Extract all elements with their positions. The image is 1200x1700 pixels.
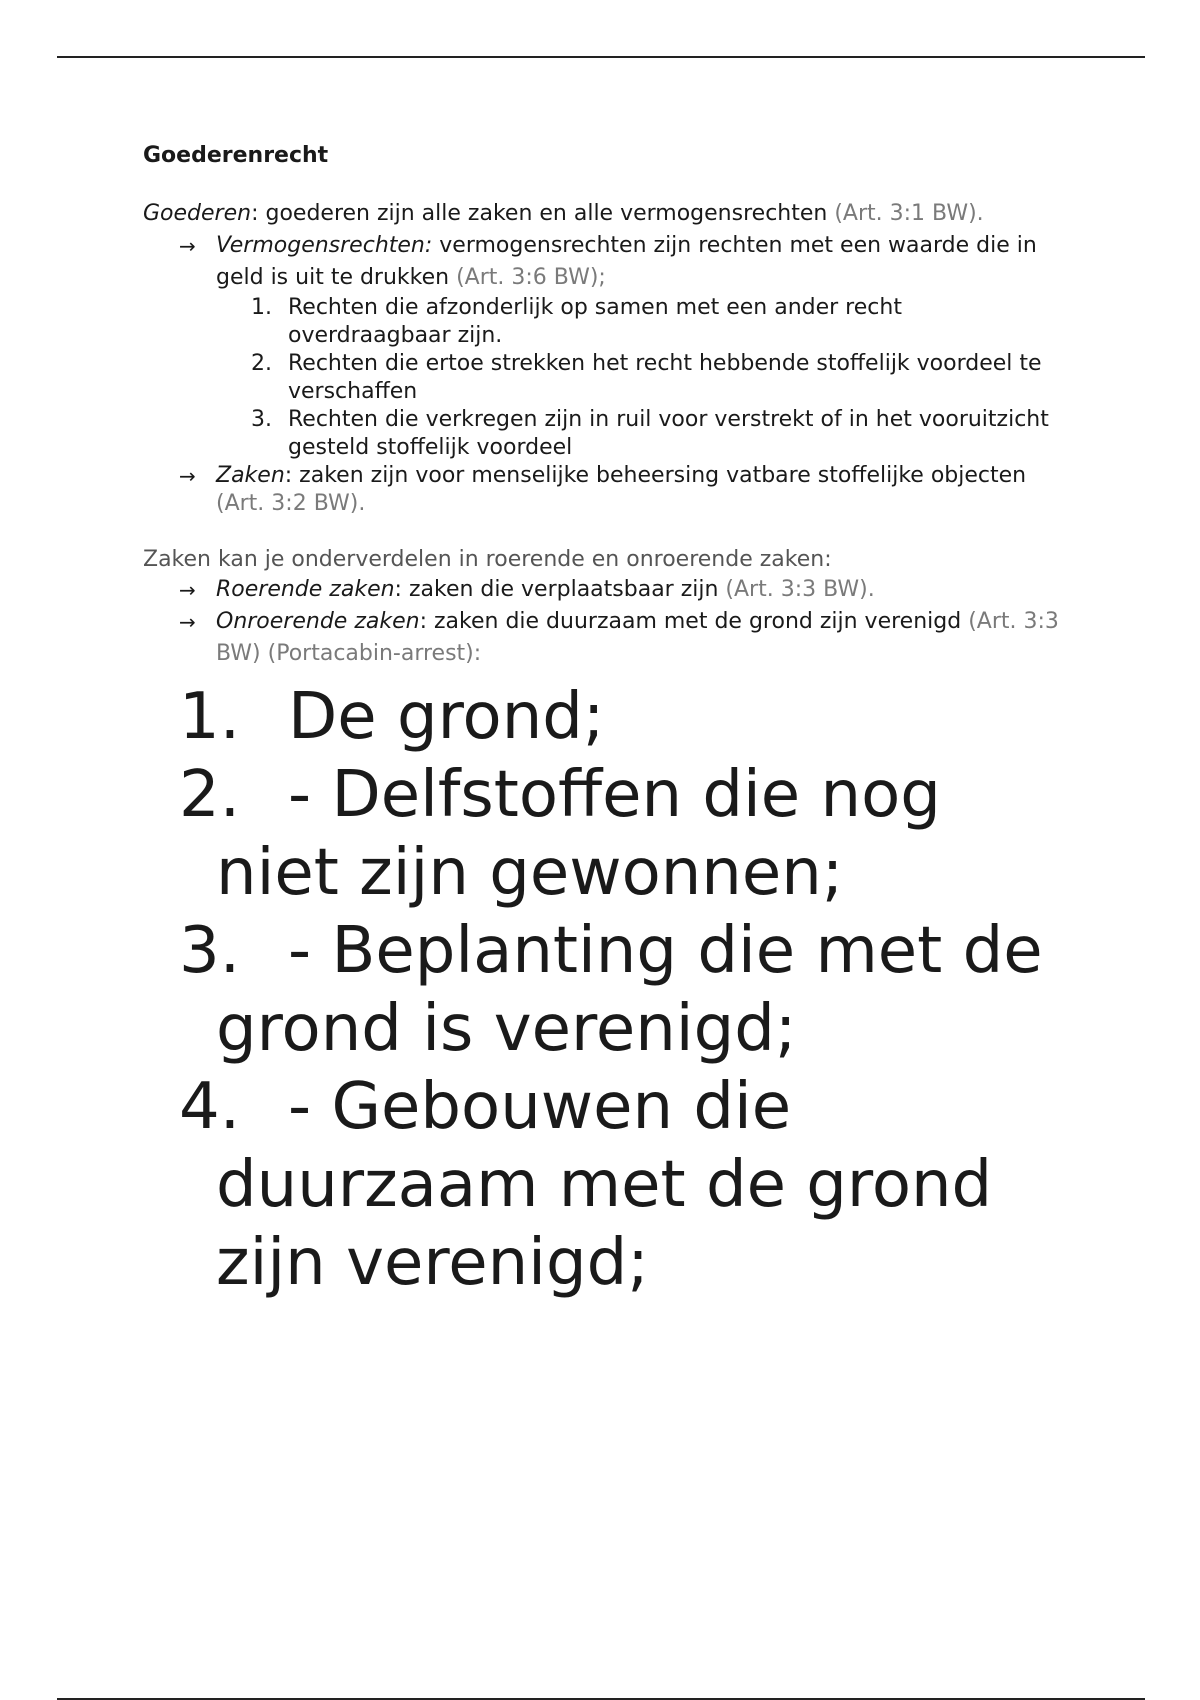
goederen-term: Goederen: [143, 201, 252, 226]
list-number: 1.: [179, 680, 241, 754]
vermogensrechten-item: [143, 230, 1063, 294]
list-text: Rechten die afzonderlijk op samen met een ander recht overdraagbaar zijn.: [288, 295, 902, 348]
list-item: [143, 406, 1063, 462]
zaken-item: [143, 462, 1063, 518]
vermogensrechten-text: vermogensrechten zijn rechten met een waarde die in geld is uit te drukken: [216, 233, 1037, 290]
vermogensrechten-term: Vermogensrechten:: [216, 233, 433, 258]
vermogensrechten-ref: (Art. 3:6 BW);: [456, 265, 606, 290]
goederen-definition: [143, 198, 1063, 230]
list-number: 2.: [251, 351, 272, 376]
arrow-icon: →: [179, 464, 196, 488]
list-item: [143, 912, 1063, 1068]
arrow-icon: →: [179, 234, 196, 258]
list-item: [143, 678, 1063, 756]
list-text: Rechten die verkregen zijn in ruil voor verstrekt of in het vooruitzicht gesteld stoffelijk voordeel: [288, 407, 1049, 460]
list-item: [143, 350, 1063, 406]
list-item: [143, 756, 1063, 912]
arrow-icon: →: [179, 610, 196, 634]
page-title: Goederenrecht: [143, 143, 329, 168]
roerende-text: : zaken die verplaatsbaar zijn: [394, 577, 726, 602]
onroerende-list: [143, 678, 1063, 1302]
list-number: 3.: [179, 914, 241, 988]
zaken-ref: (Art. 3:2 BW).: [216, 491, 366, 516]
zaken-text: : zaken zijn voor menselijke beheersing vatbare stoffelijke objecten: [284, 463, 1027, 488]
list-item: [143, 294, 1063, 350]
onroerende-ref: (Art. 3:3 BW) (Portacabin-arrest):: [216, 609, 1059, 666]
roerende-ref: (Art. 3:3 BW).: [725, 577, 875, 602]
roerende-term: Roerende zaken: [216, 577, 395, 602]
zaken-term: Zaken: [216, 463, 285, 488]
spacer: [143, 518, 1063, 546]
onderverdeling-text: Zaken kan je onderverdelen in roerende en onroerende zaken:: [143, 547, 832, 572]
list-text: - Gebouwen die duurzaam met de grond zijn verenigd;: [216, 1070, 993, 1300]
list-text: De grond;: [288, 680, 605, 754]
roerende-item: [143, 574, 1063, 606]
list-number: 2.: [179, 758, 241, 832]
list-item: [143, 1068, 1063, 1302]
list-text: - Beplanting die met de grond is verenigd;: [216, 914, 1043, 1066]
onroerende-item: [143, 606, 1063, 670]
goederen-ref: (Art. 3:1 BW).: [834, 201, 984, 226]
onroerende-text: : zaken die duurzaam met de grond zijn verenigd: [419, 609, 969, 634]
list-text: - Delfstoffen die nog niet zijn gewonnen;: [216, 758, 941, 910]
top-rule: [57, 56, 1145, 58]
goederen-text: : goederen zijn alle zaken en alle vermogensrechten: [251, 201, 835, 226]
list-number: 4.: [179, 1070, 241, 1144]
onroerende-term: Onroerende zaken: [216, 609, 420, 634]
arrow-icon: →: [179, 578, 196, 602]
list-number: 3.: [251, 407, 272, 432]
document-body: [143, 140, 1063, 1302]
list-number: 1.: [251, 295, 272, 320]
list-text: Rechten die ertoe strekken het recht hebbende stoffelijk voordeel te verschaffen: [288, 351, 1042, 404]
vermogensrechten-list: [143, 294, 1063, 462]
